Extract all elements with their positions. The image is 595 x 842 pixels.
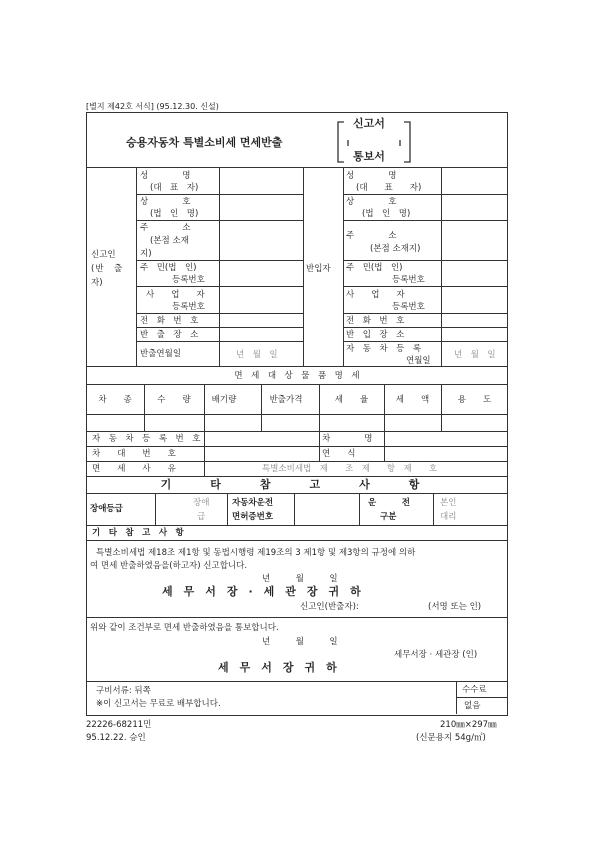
declarant-resident-sub: 등록번호 [172, 275, 205, 285]
col-displacement: 배기량 [211, 395, 237, 405]
remarks-label: 기 타 참 고 사 항 [92, 528, 184, 538]
driver-self: 본인 [440, 498, 457, 508]
declarant-phone-label: 전 화 번 호 [140, 316, 199, 326]
free-distribution-note: ※이 신고서는 무료로 배부합니다. [96, 699, 221, 709]
receiver-group-label: 반입자 [306, 264, 331, 274]
notice-signer: 세무서장 · 세관장 (인) [394, 650, 478, 660]
receiver-phone-label: 전 화 번 호 [346, 316, 405, 326]
receiver-biz-label: 사 업 자 [346, 290, 405, 300]
approval-date: 95.12.22. 승인 [86, 733, 146, 743]
receiver-car-reg-label: 자 동 차 등 록 [346, 344, 422, 354]
vehicle-reg-no-label: 자 동 차 등 록 번 호 [92, 434, 201, 444]
col-usage: 용 도 [457, 395, 492, 405]
notice-line-1: 위와 같이 조건부로 면세 반출하였음을 통보합니다. [90, 623, 279, 633]
notice-date: 년 월 일 [262, 637, 338, 647]
statement-recipient: 세 무 서 장 · 세 관 장 귀 하 [162, 585, 361, 598]
disability-label: 장애등급 [90, 504, 123, 514]
declarant-date-label: 반출연월일 [140, 349, 182, 359]
report-type-bottom: 통보서 [353, 150, 385, 163]
driver-proxy: 대리 [440, 512, 457, 522]
driver-label-2: 구분 [380, 512, 397, 522]
declarant-name-sub: (대 표 자) [150, 183, 199, 193]
license-label-1: 자동차운전 [232, 498, 274, 508]
other-section-title: 기 타 참 고 사 항 [160, 478, 434, 491]
col-car-type: 차 종 [98, 395, 132, 405]
paper-type: (신문용지 54g/㎡) [416, 733, 486, 743]
paper-size: 210㎜×297㎜ [440, 720, 497, 730]
fee-value: 없음 [464, 701, 481, 711]
declarant-group-label-3: 자) [91, 278, 103, 288]
form-reference: [별지 제42호 서식] (95.12.30. 신설) [86, 102, 219, 111]
receiver-trade-label: 상 호 [346, 197, 397, 207]
receiver-name-label: 성 명 [346, 171, 397, 181]
receiver-resident-sub: 등록번호 [392, 275, 425, 285]
disability-value-1: 장애 [193, 498, 210, 508]
declarant-date-value: 년 월 일 [236, 350, 278, 360]
declarant-biz-label: 사 업 자 [146, 290, 205, 300]
statement-line-1: 특별소비세법 제18조 제1항 및 동법시행령 제19조의 3 제1항 및 제3항의 규정에 의하 [96, 548, 416, 558]
receiver-name-sub: (대 표 자) [356, 183, 422, 193]
declarant-addr-sub2: 지) [140, 249, 152, 259]
statement-sign-mark: (서명 또는 인) [428, 602, 482, 612]
receiver-addr-sub: (본점 소재지) [370, 244, 421, 254]
col-quantity: 수 량 [157, 395, 191, 405]
declarant-group-label: 신고인 [91, 250, 116, 260]
receiver-date-value: 년 월 일 [454, 350, 496, 360]
receiver-resident-label: 주 민(법 인) [346, 263, 403, 273]
vehicle-chassis-label: 차 대 번 호 [92, 449, 176, 459]
col-tax-rate: 세 율 [334, 395, 369, 405]
vehicle-name-label: 차 명 [322, 434, 373, 444]
declarant-resident-label: 주 민(법 인) [140, 263, 197, 273]
declarant-name-label: 성 명 [140, 171, 191, 181]
declarant-biz-sub: 등록번호 [172, 302, 205, 312]
statement-line-2: 여 면세 반출하였음을(하고자) 신고합니다. [90, 561, 248, 571]
driver-label-1: 운 전 [368, 498, 410, 508]
form-code: 22226-68211민 [86, 720, 152, 730]
receiver-addr-label: 주 소 [346, 231, 397, 241]
declarant-addr-label: 주 소 [140, 223, 191, 233]
report-type-top: 신고서 [353, 117, 385, 130]
declarant-trade-label: 상 호 [140, 197, 191, 207]
receiver-biz-sub: 등록번호 [392, 302, 425, 312]
vehicle-year-label: 연 식 [322, 449, 356, 459]
items-section-title: 면 세 대 상 물 품 명 세 [234, 371, 360, 381]
notice-recipient: 세 무 서 장 귀 하 [218, 661, 337, 674]
statement-signer: 신고인(반출자): [300, 602, 359, 612]
receiver-trade-sub: (법 인 명) [362, 209, 411, 219]
license-label-2: 면허증번호 [232, 512, 274, 522]
exemption-reason-value: 특별소비세법 제 조 제 항 제 호 [262, 464, 438, 474]
attachment-note: 구비서류: 뒤쪽 [96, 686, 151, 696]
receiver-place-label: 반 입 장 소 [346, 330, 405, 340]
exemption-reason-label: 면 세 사 유 [92, 464, 176, 474]
col-price: 반출가격 [269, 395, 303, 405]
receiver-car-reg-sub: 연월일 [406, 356, 431, 366]
statement-date: 년 월 일 [262, 574, 338, 584]
fee-label: 수수료 [462, 685, 487, 695]
declarant-addr-sub: (본점 소재 [150, 236, 189, 246]
declarant-trade-sub: (법 인 명) [150, 209, 199, 219]
form-title: 승용자동차 특별소비세 면세반출 [126, 136, 283, 149]
declarant-group-label-2: (반 출 [91, 264, 124, 274]
declarant-place-label: 반 출 장 소 [140, 330, 199, 340]
disability-value-2: 급 [197, 512, 206, 522]
col-tax-amount: 세 액 [395, 395, 430, 405]
